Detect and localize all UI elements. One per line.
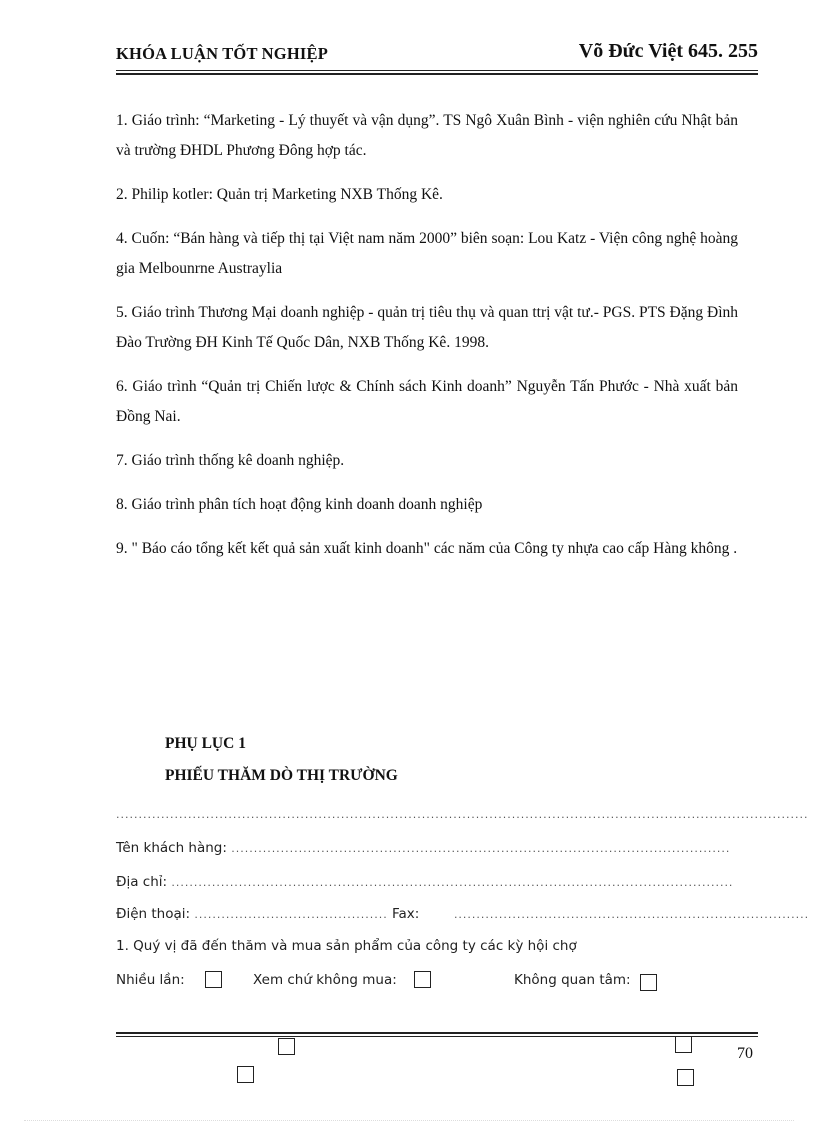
author-id: Võ Đức Việt 645. 255 bbox=[578, 40, 758, 62]
option-many-times-label: Nhiều lần: bbox=[116, 972, 185, 988]
header-rule bbox=[116, 70, 758, 71]
form-top-dots: .......................................................................................................................................................... bbox=[116, 808, 809, 821]
reference-item: 1. Giáo trình: “Marketing - Lý thuyết và vận dụng”. TS Ngô Xuân Bình - viện nghiên cứu Nhật bản và trường ĐHDL Phương Đông hợp tác. bbox=[116, 112, 738, 159]
reference-list bbox=[116, 106, 738, 578]
fax-field[interactable]: ............................................................................... bbox=[453, 908, 810, 921]
page-number: 70 bbox=[737, 1045, 753, 1062]
reference-item: 7. Giáo trình thống kê doanh nghiệp. bbox=[116, 452, 345, 469]
customer-name-label: Tên khách hàng: bbox=[116, 840, 227, 856]
checkbox[interactable] bbox=[237, 1066, 254, 1083]
checkbox[interactable] bbox=[675, 1036, 692, 1053]
phone-fax-row bbox=[116, 906, 809, 922]
checkbox[interactable] bbox=[278, 1038, 295, 1055]
reference-item: 8. Giáo trình phân tích hoạt động kinh doanh doanh nghiệp bbox=[116, 496, 483, 513]
page-header bbox=[116, 40, 758, 68]
address-label: Địa chỉ: bbox=[116, 874, 168, 890]
option-not-interested-checkbox[interactable] bbox=[640, 974, 657, 991]
question-1: 1. Quý vị đã đến thăm và mua sản phẩm của công ty các kỳ hội chợ bbox=[116, 938, 577, 954]
address-field[interactable]: ............................................................................................................................. bbox=[171, 876, 734, 889]
appendix-subtitle: PHIẾU THĂM DÒ THỊ TRƯỜNG bbox=[165, 767, 398, 784]
reference-item: 4. Cuốn: “Bán hàng và tiếp thị tại Việt nam năm 2000” biên soạn: Lou Katz - Viện công nghệ hoàng gia Melbounrne Austraylia bbox=[116, 230, 738, 277]
option-view-no-buy-label: Xem chứ không mua: bbox=[253, 972, 397, 988]
phone-field[interactable]: ........................................... bbox=[194, 908, 388, 921]
option-not-interested-label: Không quan tâm: bbox=[514, 972, 631, 988]
address-row bbox=[116, 874, 733, 890]
customer-name-field[interactable]: ............................................................................................................... bbox=[231, 842, 731, 855]
phone-label: Điện thoại: bbox=[116, 906, 191, 922]
footer-rule bbox=[116, 1036, 758, 1037]
appendix-heading bbox=[165, 728, 398, 792]
appendix-title: PHỤ LỤC 1 bbox=[165, 735, 246, 752]
thesis-title: KHÓA LUẬN TỐT NGHIỆP bbox=[116, 44, 328, 63]
reference-item: 5. Giáo trình Thương Mại doanh nghiệp - quản trị tiêu thụ và quan ttrị vật tư.- PGS. PTS Đặng Đình Đào Trường ĐH Kinh Tế Quốc Dân, NXB Thống Kê. 1998. bbox=[116, 304, 738, 351]
reference-item: 2. Philip kotler: Quản trị Marketing NXB Thống Kê. bbox=[116, 186, 443, 203]
fax-label: Fax: bbox=[392, 906, 420, 922]
option-many-times-checkbox[interactable] bbox=[205, 971, 222, 988]
reference-item: 9. " Báo cáo tổng kết kết quả sản xuất kinh doanh" các năm của Công ty nhựa cao cấp Hàng không . bbox=[116, 540, 738, 557]
option-view-no-buy-checkbox[interactable] bbox=[414, 971, 431, 988]
bottom-border bbox=[24, 1120, 794, 1121]
reference-item: 6. Giáo trình “Quản trị Chiến lược & Chính sách Kinh doanh” Nguyễn Tấn Phước - Nhà xuất bản Đồng Nai. bbox=[116, 378, 738, 425]
header-rule-thick bbox=[116, 73, 758, 75]
footer-rule-thick bbox=[116, 1032, 758, 1034]
customer-name-row bbox=[116, 840, 730, 856]
checkbox[interactable] bbox=[677, 1069, 694, 1086]
